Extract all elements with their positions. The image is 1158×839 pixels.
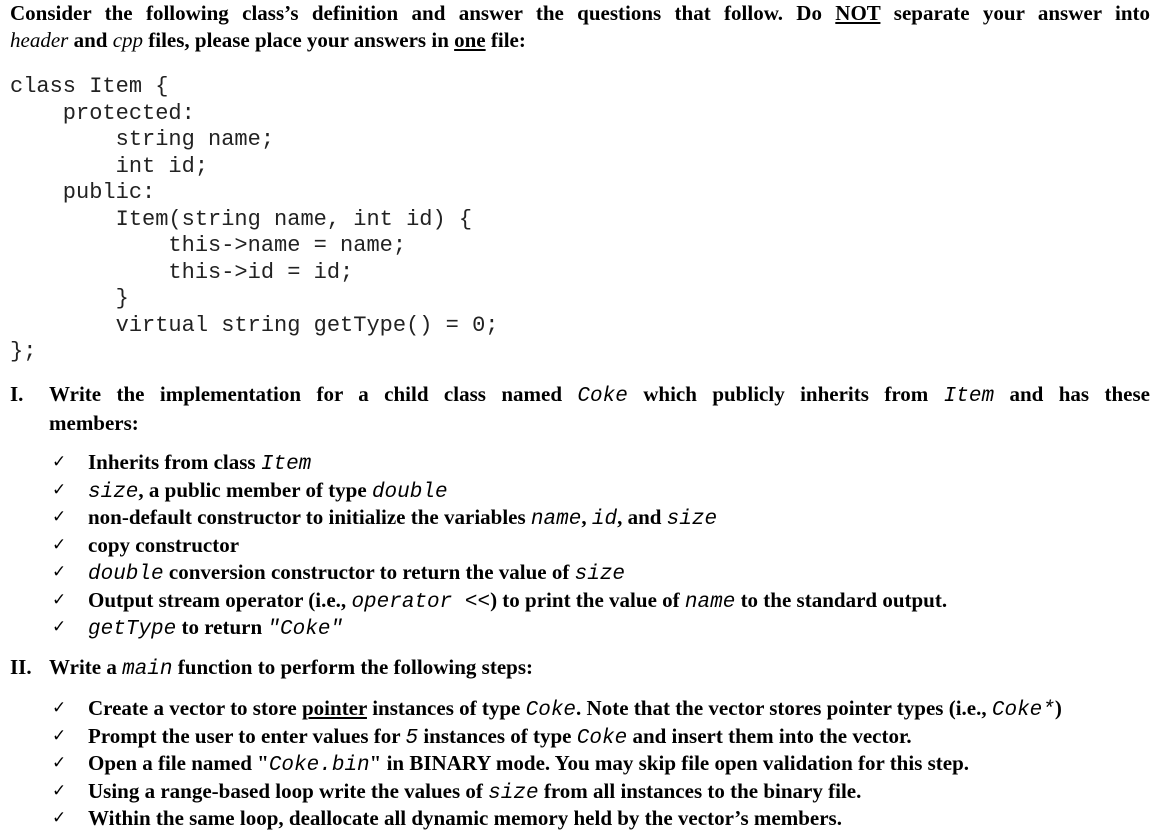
intro-text: files, please place your answers in xyxy=(143,28,455,52)
heading-text: which publicly inherits from xyxy=(627,382,944,406)
item-term: name xyxy=(530,508,582,531)
list-item xyxy=(52,477,947,505)
item-term: Coke.bin xyxy=(268,754,370,777)
heading-text: Write a xyxy=(49,655,123,679)
checkmark-icon: ✓ xyxy=(52,725,67,746)
checkmark-icon: ✓ xyxy=(52,452,67,472)
item-term: size xyxy=(488,781,539,805)
list-item xyxy=(52,695,1062,723)
item-term: Coke* xyxy=(991,699,1055,722)
list-item xyxy=(52,614,947,642)
heading-text: function to perform the following steps: xyxy=(172,655,533,679)
item-text: . Note that the vector stores pointer types (i.e., xyxy=(576,696,992,720)
item-term: double xyxy=(88,563,164,586)
item-text: Create a vector to store xyxy=(88,696,302,720)
item-term: id xyxy=(591,508,618,531)
list-item xyxy=(52,750,1062,778)
intro-text: file: xyxy=(485,28,526,52)
item-text: Using a range-based loop write the values of xyxy=(88,778,489,803)
intro-text: Consider the following class’s definition and answer the questions that follow. Do xyxy=(10,1,836,25)
list-item xyxy=(52,532,947,560)
heading-text: Write the implementation for a child class named xyxy=(49,382,578,406)
item-text: Prompt the user to enter values for xyxy=(88,723,406,748)
item-text: to return xyxy=(176,615,268,639)
item-term: size xyxy=(574,563,626,586)
list-item xyxy=(52,805,1062,833)
item-term: 5 xyxy=(405,726,419,750)
item-text: from all instances to the binary file. xyxy=(538,778,862,803)
item-text: to the standard output. xyxy=(735,587,948,612)
list-item xyxy=(52,559,947,587)
item-term: double xyxy=(371,480,448,504)
section-1 xyxy=(10,381,1150,437)
item-text: , xyxy=(581,505,592,529)
checkmark-icon: ✓ xyxy=(52,507,67,527)
item-text: " in BINARY mode. You may skip file open validation for this step. xyxy=(369,751,970,775)
section-1-heading xyxy=(49,381,1150,437)
list-item xyxy=(52,449,947,477)
intro-paragraph xyxy=(10,0,1150,54)
item-term: "Coke" xyxy=(267,618,344,641)
checkmark-icon: ✓ xyxy=(52,698,67,718)
checkmark-icon: ✓ xyxy=(52,589,67,610)
list-item xyxy=(52,504,947,532)
list-item xyxy=(52,778,1062,806)
one-emphasis: one xyxy=(454,28,486,52)
item-text: instances of type xyxy=(366,696,526,720)
item-text: Output stream operator (i.e., xyxy=(88,587,352,612)
header-term: header xyxy=(10,28,69,52)
item-text: ) xyxy=(1054,696,1062,720)
item-text: Open a file named " xyxy=(88,751,269,775)
section-2 xyxy=(10,654,1150,683)
checkmark-icon: ✓ xyxy=(52,808,67,828)
item-term: size xyxy=(88,480,139,504)
checkmark-icon: ✓ xyxy=(52,753,67,773)
list-item xyxy=(52,587,947,615)
section-2-checklist xyxy=(52,695,1062,833)
item-term: Coke xyxy=(525,699,577,722)
checkmark-icon: ✓ xyxy=(52,780,67,801)
section-2-heading xyxy=(49,654,1150,683)
item-text: , a public member of type xyxy=(138,477,372,502)
section-1-checklist xyxy=(52,449,947,642)
intro-text: and xyxy=(68,28,113,52)
item-term: operator << xyxy=(351,590,491,614)
class-definition-code: class Item { protected: string name; int id; public: Item(string name, int id) { this->name = name; this->id = id; } virtual string getType() = 0; }; xyxy=(10,74,499,364)
item-term: size xyxy=(666,508,718,531)
item-term: Coke xyxy=(576,726,628,750)
section-number: II. xyxy=(10,655,32,679)
item-text: instances of type xyxy=(418,723,577,748)
section-number: I. xyxy=(10,382,24,406)
item-text: non-default constructor to initialize the variables xyxy=(88,505,531,529)
checkmark-icon: ✓ xyxy=(52,534,67,555)
pointer-emphasis: pointer xyxy=(302,696,367,720)
item-text: , and xyxy=(617,505,667,529)
item-term: Item xyxy=(260,453,312,476)
item-text: conversion constructor to return the value of xyxy=(163,560,575,584)
list-item xyxy=(52,723,1062,751)
intro-line-1 xyxy=(10,0,1150,27)
item-term: name xyxy=(684,590,736,614)
item-text: Inherits from class xyxy=(88,450,261,474)
item-text: copy constructor xyxy=(88,532,240,557)
checkmark-icon: ✓ xyxy=(52,617,67,637)
heading-text: and has these xyxy=(994,382,1150,406)
item-text: and insert them into the vector. xyxy=(627,723,912,748)
heading-text: members: xyxy=(49,411,139,435)
section-1-heading-line xyxy=(49,381,1150,410)
item-text: ) to print the value of xyxy=(490,587,685,612)
item-text: Within the same loop, deallocate all dynamic memory held by the vector’s members. xyxy=(88,806,842,830)
item-term: getType xyxy=(88,618,177,641)
coke-term: Coke xyxy=(577,385,628,408)
item-term: Item xyxy=(943,385,995,408)
checkmark-icon: ✓ xyxy=(52,479,67,500)
cpp-term: cpp xyxy=(112,28,144,52)
checkmark-icon: ✓ xyxy=(52,562,67,582)
main-term: main xyxy=(122,658,173,681)
not-emphasis: NOT xyxy=(835,1,881,25)
intro-text: separate your answer into xyxy=(880,1,1150,25)
